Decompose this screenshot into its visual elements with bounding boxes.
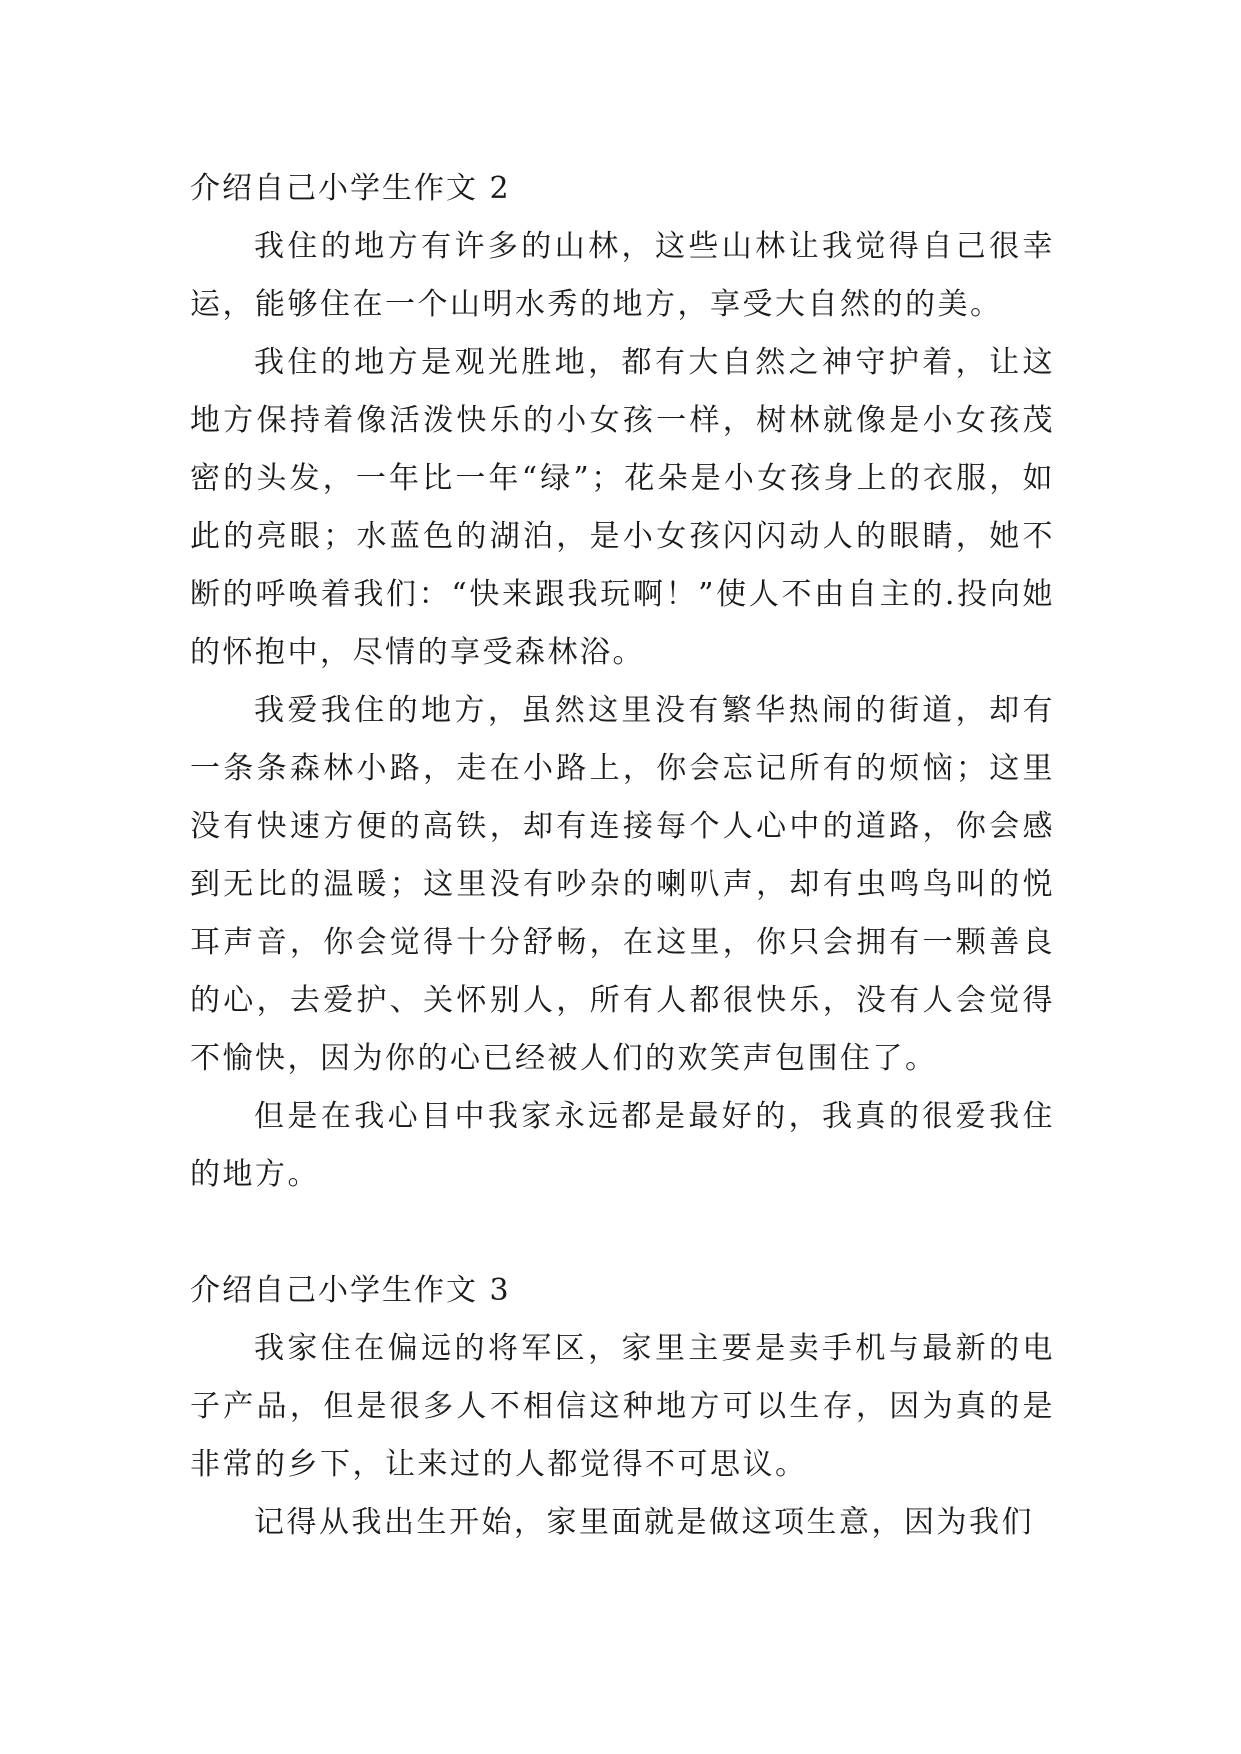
paragraph: 但是在我心目中我家永远都是最好的，我真的很爱我住的地方。: [190, 1099, 1055, 1192]
paragraph: 我家住在偏远的将军区，家里主要是卖手机与最新的电子产品，但是很多人不相信这种地方可以生存，因为真的是非常的乡下，让来过的人都觉得不可思议。: [190, 1331, 1055, 1482]
section-heading: 介绍自己小学生作文 3: [190, 1273, 511, 1308]
section-2: [190, 160, 1055, 1204]
document-page: [190, 160, 1055, 1552]
paragraph: 记得从我出生开始，家里面就是做这项生意，因为我们: [254, 1505, 1034, 1540]
paragraph: 我住的地方是观光胜地，都有大自然之神守护着，让这地方保持着像活泼快乐的小女孩一样，树林就像是小女孩茂密的头发，一年比一年“绿”；花朵是小女孩身上的衣服，如此的亮眼；水蓝色的湖泊，是小女孩闪闪动人的眼睛，她不断的呼唤着我们：“快来跟我玩啊！”使人不由自主的.投向她的怀抱中，尽情的享受森林浴。: [190, 345, 1055, 670]
section-3: [190, 1262, 1055, 1552]
section-heading: 介绍自己小学生作文 2: [190, 171, 511, 206]
paragraph: 我住的地方有许多的山林，这些山林让我觉得自己很幸运，能够住在一个山明水秀的地方，享受大自然的的美。: [190, 229, 1055, 322]
section-divider: [190, 1204, 1055, 1262]
paragraph: 我爱我住的地方，虽然这里没有繁华热闹的街道，却有一条条森林小路，走在小路上，你会忘记所有的烦恼；这里没有快速方便的高铁，却有连接每个人心中的道路，你会感到无比的温暖；这里没有吵杂的喇叭声，却有虫鸣鸟叫的悦耳声音，你会觉得十分舒畅，在这里，你只会拥有一颗善良的心，去爱护、关怀别人，所有人都很快乐，没有人会觉得不愉快，因为你的心已经被人们的欢笑声包围住了。: [190, 693, 1055, 1076]
